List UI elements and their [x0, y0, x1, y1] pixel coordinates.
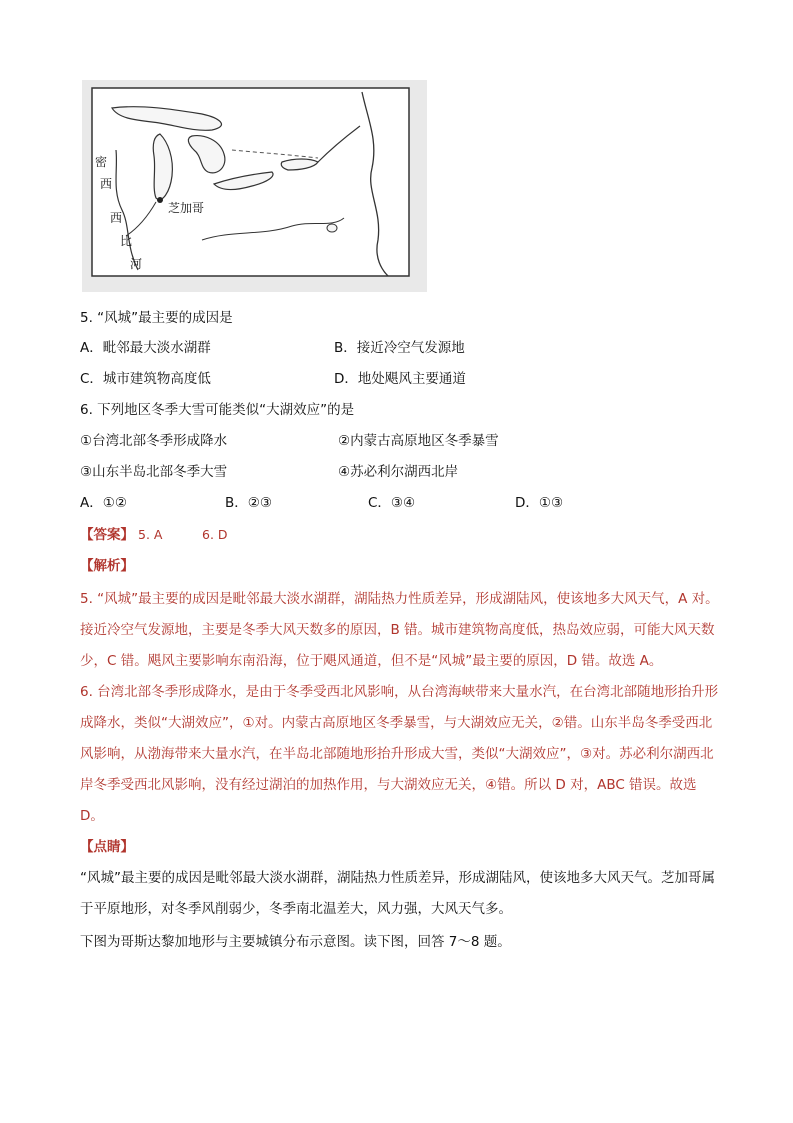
answer-label: 【答案】	[80, 527, 134, 543]
analysis-q5: 5. “风城”最主要的成因是毗邻最大淡水湖群，湖陆热力性质差异，形成湖陆风，使该地多大风天气，A 对。接近冷空气发源地，主要是冬季大风天数多的原因，B 错。城市建筑物高度低，热岛效应弱，可能大风天数少，C 错。飓风主要影响东南沿海，位于飓风通道，但不是“风城”最主要的原因，D 错。故选 A。	[80, 591, 719, 669]
map-label-3: 西	[110, 211, 123, 225]
map-city-label: 芝加哥	[168, 201, 205, 215]
q6-stem: 6. 下列地区冬季大雪可能类似“大湖效应”的是	[80, 402, 355, 418]
q5-stem: 5. “风城”最主要的成因是	[80, 310, 233, 326]
q6-item-4: ④苏必利尔湖西北岸	[338, 464, 459, 480]
comment-text: “风城”最主要的成因是毗邻最大淡水湖群，湖陆热力性质差异，形成湖陆风，使该地多大风天气。芝加哥属于平原地形，对冬季风削弱少，冬季南北温差大，风力强，大风天气多。	[80, 870, 715, 917]
q6-option-a: A．①②	[80, 495, 127, 511]
q5-option-d: D．地处飓风主要通道	[334, 371, 466, 387]
q5-option-a: A．毗邻最大淡水湖群	[80, 340, 211, 356]
q6-item-2: ②内蒙古高原地区冬季暴雪	[338, 433, 499, 449]
map-label-2: 西	[100, 177, 113, 191]
next-intro: 下图为哥斯达黎加地形与主要城镇分布示意图。读下图，回答 7～8 题。	[80, 934, 511, 950]
comment-label: 【点睛】	[80, 839, 134, 855]
q6-item-3: ③山东半岛北部冬季大雪	[80, 464, 228, 480]
q6-item-1: ①台湾北部冬季形成降水	[80, 433, 228, 449]
map-label-1: 密	[95, 155, 108, 169]
q6-option-c: C．③④	[368, 495, 416, 511]
analysis-q6: 6. 台湾北部冬季形成降水，是由于冬季受西北风影响，从台湾海峡带来大量水汽，在台湾北部随地形抬升形成降水，类似“大湖效应”，①对。内蒙古高原地区冬季暴雪，与大湖效应无关，②错。山东半岛冬季受西北风影响，从渤海带来大量水汽，在半岛北部随地形抬升形成大雪，类似“大湖效应”，③对。苏必利尔湖西北岸冬季受西北风影响，没有经过湖泊的加热作用，与大湖效应无关，④错。所以 D 对，ABC 错误。故选 D。	[80, 684, 719, 824]
answer-5: 5. A	[138, 527, 163, 542]
map-label-4: 比	[120, 234, 133, 248]
q5-option-c: C．城市建筑物高度低	[80, 371, 211, 387]
chicago-dot	[157, 197, 163, 203]
analysis-label: 【解析】	[80, 558, 134, 574]
q6-option-b: B．②③	[225, 495, 272, 511]
q5-option-b: B．接近冷空气发源地	[334, 340, 465, 356]
q6-option-d: D．①③	[515, 495, 564, 511]
map-label-5: 河	[130, 257, 143, 271]
great-lakes-map	[82, 80, 427, 292]
answer-6: 6. D	[202, 527, 228, 542]
